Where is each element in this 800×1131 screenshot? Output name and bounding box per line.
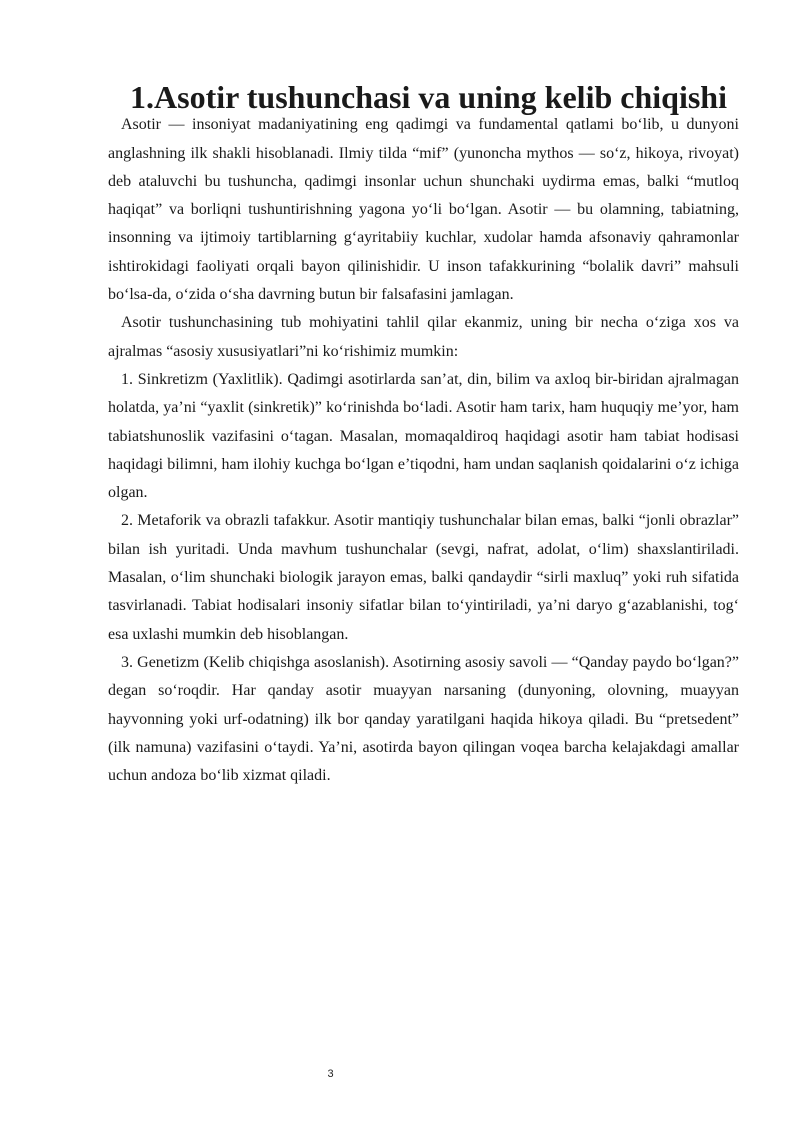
paragraph-metaphoric: 2. Metaforik va obrazli tafakkur. Asotir mantiqiy tushunchalar bilan emas, balki “jonli obrazlar” bilan ish yuritadi. Unda mavhum tushunchalar (sevgi, nafrat, adolat, o‘lim) shaxslantiriladi. Masalan, o‘lim shunchaki biologik jarayon emas, balki qandaydir “sirli maxluq” yoki ruh sifatida tasvirlanadi. Tabiat hodisalari insoniy sifatlar bilan to‘yintiriladi, ya’ni daryo g‘azablanishi, tog‘ esa uxlashi mumkin deb hisoblangan. <box>108 512 739 643</box>
page-number: 3 <box>327 1068 334 1080</box>
paragraph-syncretism: 1. Sinkretizm (Yaxlitlik). Qadimgi asotirlarda san’at, din, bilim va axloq bir-biridan ajralmagan holatda, ya’ni “yaxlit (sinkretik)” ko‘rinishda bo‘ladi. Asotir ham tarix, ham huquqiy me’yor, ham tabiatshunoslik vazifasini o‘tagan. Masalan, momaqaldiroq haqidagi asotir ham tabiat hodisasi haqidagi bilimni, ham ilohiy kuchga bo‘lgan e’tiqodni, ham undan saqlanish qoidalarini o‘z ichiga olgan. <box>108 370 739 502</box>
paragraph-intro: Asotir — insoniyat madaniyatining eng qadimgi va fundamental qatlami bo‘lib, u dunyoni anglashning ilk shakli hisoblanadi. Ilmiy tilda “mif” (yunoncha mythos — so‘z, hikoya, rivoyat) deb ataluvchi bu tushuncha, qadimgi insonlar uchun shunchaki uydirma emas, balki “mutloq haqiqat” va borliqni tushuntirishning yagona yo‘li bo‘lgan. Asotir — bu olamning, tabiatning, insonning va ijtimoiy tartiblarning g‘ayritabiiy kuchlar, xudolar hamda afsonaviy qahramonlar ishtirokidagi faoliyati orqali bayon qilinishidir. U inson tafakkurining “bolalik davri” mahsuli bo‘lsa-da, o‘zida o‘sha davrning butun bir falsafasini jamlagan. <box>108 116 739 304</box>
page-content <box>108 79 739 790</box>
section-title: 1.Asotir tushunchasi va uning kelib chiqishi <box>130 79 727 115</box>
paragraph-genetism: 3. Genetizm (Kelib chiqishga asoslanish). Asotirning asosiy savoli — “Qanday paydo bo‘lgan?” degan so‘roqdir. Har qanday asotir muayyan narsaning (dunyoning, olovning, muayyan hayvonning yoki urf-odatning) ilk bor qanday yaratilgani haqida hikoya qiladi. Bu “pretsedent” (ilk namuna) vazifasini o‘taydi. Ya’ni, asotirda bayon qilingan voqea barcha kelajakdagi amallar uchun andoza bo‘lib xizmat qiladi. <box>108 653 739 785</box>
paragraph-features-lead: Asotir tushunchasining tub mohiyatini tahlil qilar ekanmiz, uning bir necha o‘ziga xos va ajralmas “asosiy xususiyatlari”ni ko‘rishimiz mumkin: <box>108 314 739 360</box>
